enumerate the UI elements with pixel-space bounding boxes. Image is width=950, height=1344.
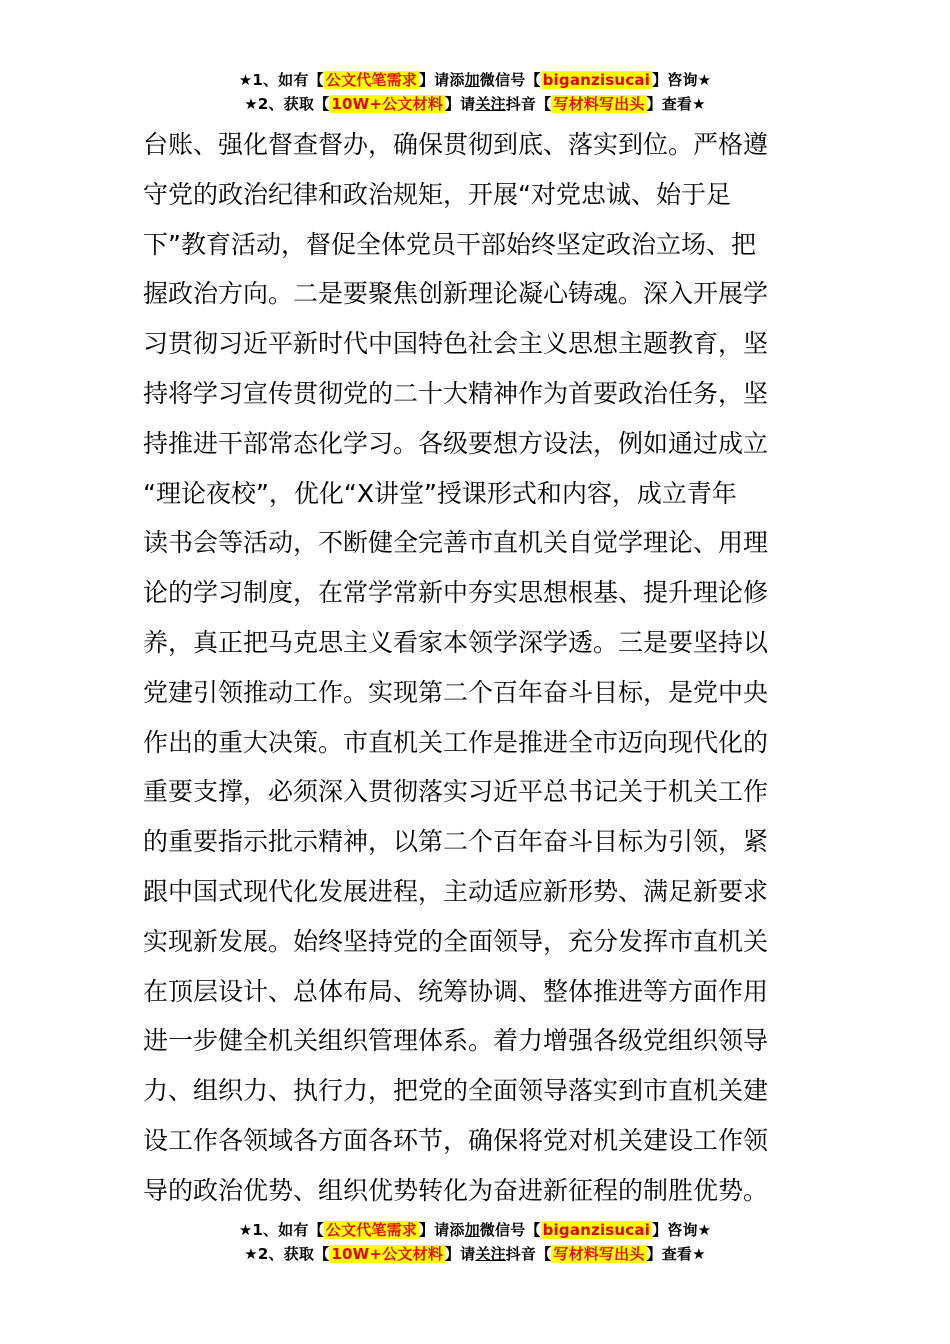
header-underlined-text: 关注 xyxy=(475,95,506,113)
header-text: 微信号【 xyxy=(479,71,541,89)
body-line: 守党的政治纪律和政治规矩，开展“对党忠诚、始于足 xyxy=(143,179,731,209)
header-text: ★2、获取【 xyxy=(244,95,330,113)
body-line: “理论夜校”，优化“X讲堂”授课形式和内容，成立青年 xyxy=(143,478,737,508)
header-text: 】请添 xyxy=(418,71,465,89)
body-line: 习贯彻习近平新时代中国特色社会主义思想主题教育，坚 xyxy=(143,329,769,359)
footer-text: 微信号【 xyxy=(479,1221,541,1239)
header-text: ★1、如有【 xyxy=(238,71,324,89)
wechat-id-highlight: biganzisucai xyxy=(542,1221,651,1239)
service-highlight: 公文代笔需求 xyxy=(325,71,417,89)
body-line: 的重要指示批示精神，以第二个百年奋斗目标为引领，紧 xyxy=(143,827,769,857)
header-line-2 xyxy=(0,92,950,116)
footer-text: 】查看★ xyxy=(646,1245,706,1263)
header-text: 】咨询★ xyxy=(652,71,712,89)
footer-underlined-text: 加 xyxy=(464,1221,480,1239)
douyin-account-highlight: 写材料写出头 xyxy=(553,95,645,113)
service-highlight: 公文代笔需求 xyxy=(325,1221,417,1239)
body-line: 跟中国式现代化发展进程，主动适应新形势、满足新要求 xyxy=(143,876,769,906)
body-line: 台账、强化督查督办，确保贯彻到底、落实到位。严格遵 xyxy=(143,130,769,159)
footer-text: 】请 xyxy=(444,1245,476,1263)
header-text: 】查看★ xyxy=(646,95,706,113)
materials-highlight: 10W+公文材料 xyxy=(331,1245,443,1263)
body-line: 养，真正把马克思主义看家本领学深学透。三是要坚持以 xyxy=(143,627,769,657)
footer-text: ★2、获取【 xyxy=(244,1245,330,1263)
header-banner xyxy=(0,68,950,116)
body-line: 握政治方向。二是要聚焦创新理论凝心铸魂。深入开展学 xyxy=(143,279,769,309)
wechat-id-highlight: biganzisucai xyxy=(542,71,651,89)
header-underlined-text: 加 xyxy=(464,71,480,89)
footer-text: 抖音【 xyxy=(505,1245,552,1263)
body-line: 作出的重大决策。市直机关工作是推进全市迈向现代化的 xyxy=(143,727,769,757)
body-line: 党建引领推动工作。实现第二个百年奋斗目标，是党中央 xyxy=(143,677,769,707)
footer-line-1 xyxy=(0,1218,950,1242)
materials-highlight: 10W+公文材料 xyxy=(331,95,443,113)
douyin-account-highlight: 写材料写出头 xyxy=(553,1245,645,1263)
body-line: 持推进干部常态化学习。各级要想方设法，例如通过成立 xyxy=(143,428,769,458)
footer-banner xyxy=(0,1218,950,1266)
footer-line-2 xyxy=(0,1242,950,1266)
body-line: 设工作各领域各方面各环节，确保将党对机关建设工作领 xyxy=(143,1125,769,1155)
body-line: 导的政治优势、组织优势转化为奋进新征程的制胜优势。 xyxy=(143,1175,769,1205)
footer-text: 】请添 xyxy=(418,1221,465,1239)
header-text: 抖音【 xyxy=(505,95,552,113)
body-line: 实现新发展。始终坚持党的全面领导，充分发挥市直机关 xyxy=(143,926,769,956)
body-line: 论的学习制度，在常学常新中夯实思想根基、提升理论修 xyxy=(143,578,769,608)
document-body xyxy=(143,120,813,1216)
body-line: 力、组织力、执行力，把党的全面领导落实到市直机关建 xyxy=(143,1076,769,1106)
footer-underlined-text: 关注 xyxy=(475,1245,506,1263)
body-line: 持将学习宣传贯彻党的二十大精神作为首要政治任务，坚 xyxy=(143,378,769,408)
body-line: 读书会等活动，不断健全完善市直机关自觉学理论、用理 xyxy=(143,528,769,558)
header-text: 】请 xyxy=(444,95,476,113)
body-line: 在顶层设计、总体布局、统筹协调、整体推进等方面作用 xyxy=(143,976,769,1006)
body-line: 重要支撑，必须深入贯彻落实习近平总书记关于机关工作 xyxy=(143,777,769,807)
body-line: 进一步健全机关组织管理体系。着力增强各级党组织领导 xyxy=(143,1026,769,1056)
footer-text: ★1、如有【 xyxy=(238,1221,324,1239)
footer-text: 】咨询★ xyxy=(652,1221,712,1239)
header-line-1 xyxy=(0,68,950,92)
body-line: 下”教育活动，督促全体党员干部始终坚定政治立场、把 xyxy=(143,229,756,259)
